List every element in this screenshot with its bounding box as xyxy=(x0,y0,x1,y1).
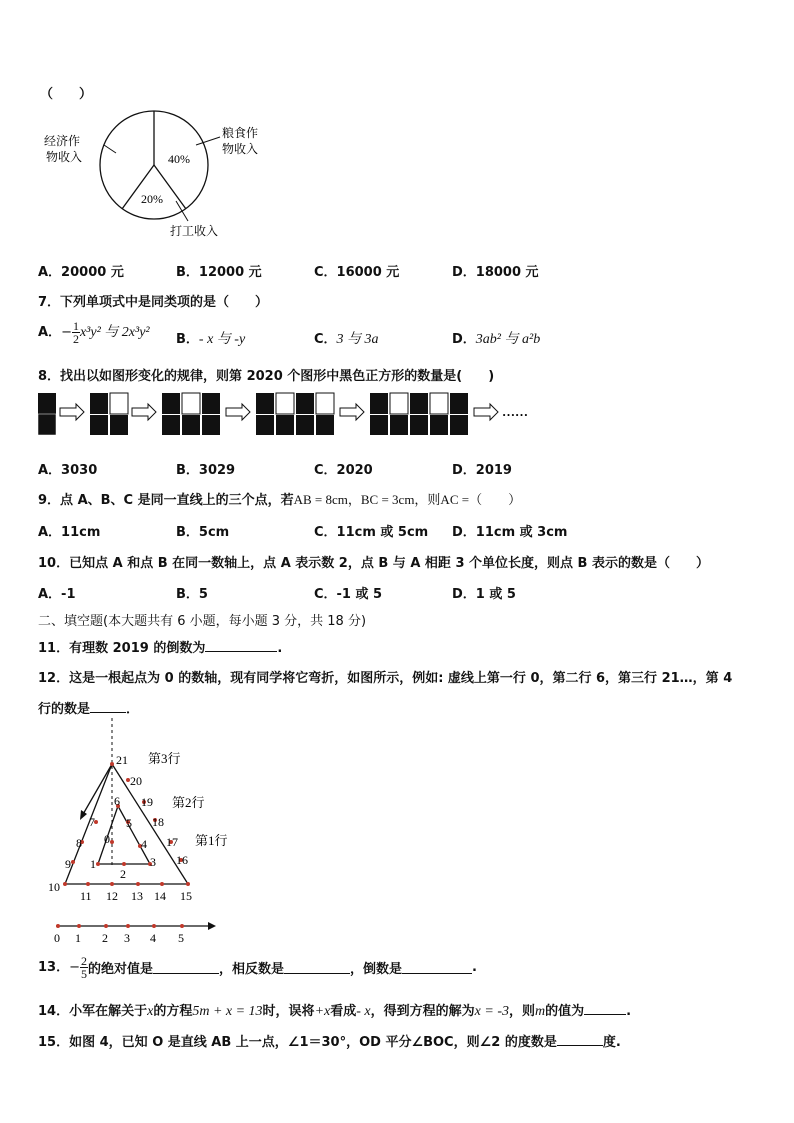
q8-stem: 8．找出以如图形变化的规律，则第 2020 个图形中黑色正方形的数量是( ) xyxy=(38,369,495,384)
q8-square xyxy=(256,393,274,414)
tri-num-15: 15 xyxy=(180,889,192,903)
q8-square xyxy=(370,393,388,414)
q14-answer-blank[interactable] xyxy=(584,1002,626,1015)
leader-grain xyxy=(196,137,220,145)
number-line-arrowhead-icon xyxy=(208,922,216,930)
tri-num-7: 7 xyxy=(89,815,95,829)
q10-option-b[interactable]: B．5 xyxy=(176,587,208,602)
q9-option-d[interactable]: D．11cm 或 3cm xyxy=(452,525,568,540)
q8-arrow-icon xyxy=(60,404,84,420)
q8-ellipsis: …… xyxy=(502,404,528,419)
q7-option-c[interactable]: C．3 与 3a xyxy=(314,332,379,347)
q6-option-b[interactable]: B．12000 元 xyxy=(176,265,262,280)
q8-option-b[interactable]: B．3029 xyxy=(176,463,236,478)
tri-num-2: 2 xyxy=(120,867,126,881)
q13-abs-blank[interactable] xyxy=(153,961,219,974)
q10-option-d[interactable]: D．1 或 5 xyxy=(452,587,516,602)
q6-option-c[interactable]: C．16000 元 xyxy=(314,265,400,280)
q10-stem: 10．已知点 A 和点 B 在同一数轴上，点 A 表示数 2，点 B 与 A 相距 3 个单位长度，则点 B 表示的数是（ ） xyxy=(38,556,709,571)
q8-square xyxy=(450,415,468,435)
tri-num-4: 4 xyxy=(141,837,147,851)
q8-arrow-icon xyxy=(340,404,364,420)
q10-option-c[interactable]: C．-1 或 5 xyxy=(314,587,383,602)
q13-fraction: $\frac{2}{5}$ xyxy=(81,954,87,981)
q6-option-a[interactable]: A．20000 元 xyxy=(38,265,124,280)
q13-opposite-blank[interactable] xyxy=(284,961,350,974)
q8-square xyxy=(370,415,388,435)
tri-num-1: 1 xyxy=(90,857,96,871)
pie-label-economic-1: 经济作 xyxy=(44,134,81,148)
axis-label-5: 5 xyxy=(178,931,184,945)
q8-square xyxy=(276,393,294,414)
q15-stem: 15．如图 4，已知 O 是直线 AB 上一点，∠1＝30°，OD 平分∠BOC，则∠2 的度数是 度. xyxy=(38,1035,621,1050)
q8-pattern-figure xyxy=(36,390,536,440)
q8-square xyxy=(90,393,108,414)
q14-stem: 14．小军在解关于x的方程5m + x = 13时，误将+x看成- x，得到方程的解为x = -3，则m的值为 . xyxy=(38,1004,632,1019)
q7-option-a[interactable]: A．− $\frac{1}{2}$ x³y² 与 2x³y² xyxy=(38,319,150,346)
q8-square xyxy=(202,415,220,435)
tri-num-17: 17 xyxy=(166,835,178,849)
tri-num-10: 10 xyxy=(48,880,60,894)
axis-label-4: 4 xyxy=(150,931,156,945)
q8-square xyxy=(38,414,56,435)
q8-square xyxy=(410,393,428,414)
tri-num-13: 13 xyxy=(131,889,143,903)
q6-option-d[interactable]: D．18000 元 xyxy=(452,265,539,280)
tri-num-0: 0 xyxy=(104,832,110,846)
q11-stem: 11．有理数 2019 的倒数为 . xyxy=(38,641,283,656)
tri-num-18: 18 xyxy=(152,815,164,829)
q8-square xyxy=(390,393,408,414)
pie-pct-work: 20% xyxy=(141,192,163,206)
axis-label-3: 3 xyxy=(124,931,130,945)
tri-num-19: 19 xyxy=(141,795,153,809)
pie-label-work: 打工收入 xyxy=(170,224,219,238)
tri-num-8: 8 xyxy=(76,836,82,850)
folded-number-line-figure xyxy=(40,716,280,946)
section-heading: 二、填空题(本大题共有 6 小题，每小题 3 分，共 18 分) xyxy=(38,614,367,629)
q12-line2: 行的数是 ． xyxy=(38,702,140,717)
tri-num-3: 3 xyxy=(150,855,156,869)
tri-num-6: 6 xyxy=(114,794,120,808)
axis-label-2: 2 xyxy=(102,931,108,945)
q8-option-d[interactable]: D．2019 xyxy=(452,463,512,478)
q8-square xyxy=(182,415,200,435)
inner-right-edge xyxy=(118,806,150,864)
q8-square xyxy=(450,393,468,414)
q9-option-a[interactable]: A．11cm xyxy=(38,525,101,540)
tri-num-5: 5 xyxy=(126,816,132,830)
q8-square xyxy=(162,393,180,414)
q7-a-fraction: $\frac{1}{2}$ xyxy=(72,319,79,346)
q7-a-label: A． xyxy=(38,325,62,340)
q7-option-d[interactable]: D．3ab² 与 a²b xyxy=(452,332,541,347)
q8-square xyxy=(410,415,428,435)
q8-square xyxy=(430,415,448,435)
q8-option-a[interactable]: A．3030 xyxy=(38,463,98,478)
tri-num-20: 20 xyxy=(130,774,142,788)
q8-square xyxy=(202,393,220,414)
pie-pct-grain: 40% xyxy=(168,152,190,166)
q8-square xyxy=(316,393,334,414)
q8-square xyxy=(276,415,294,435)
row-label-3: 第3行 xyxy=(148,751,181,766)
continuation-arrow xyxy=(82,764,112,816)
pie-label-grain-1: 粮食作 xyxy=(222,126,259,140)
leader-economic xyxy=(104,145,116,153)
answer-paren: （ ） xyxy=(40,87,93,102)
q15-answer-blank[interactable] xyxy=(557,1033,603,1046)
q12-line1: 12．这是一根起点为 0 的数轴，现有同学将它弯折，如图所示，例如: 虚线上第一行 0，第二行 6，第三行 21…，第 4 xyxy=(38,671,733,686)
tri-num-9: 9 xyxy=(65,857,71,871)
q8-square xyxy=(90,415,108,435)
axis-label-0: 0 xyxy=(54,931,60,945)
q9-option-c[interactable]: C．11cm 或 5cm xyxy=(314,525,429,540)
q9-option-b[interactable]: B．5cm xyxy=(176,525,230,540)
tri-num-21: 21 xyxy=(116,753,128,767)
q9-stem: 9．点 A、B、C 是同一直线上的三个点，若AB = 8cm，BC = 3cm，则AC =（ ） xyxy=(38,492,522,508)
q8-square xyxy=(38,393,56,414)
q13-stem: 13．− $\frac{2}{5}$ 的绝对值是 ，相反数是 ，倒数是 . xyxy=(38,954,477,981)
q8-square xyxy=(182,393,200,414)
q7-a-expr: x³y² 与 2x³y² xyxy=(79,325,150,340)
q8-square xyxy=(162,415,180,435)
q13-reciprocal-blank[interactable] xyxy=(402,961,472,974)
tri-num-14: 14 xyxy=(154,889,166,903)
q8-arrow-icon xyxy=(132,404,156,420)
arrowhead-icon xyxy=(80,810,87,820)
axis-label-1: 1 xyxy=(75,931,81,945)
q8-square xyxy=(430,393,448,414)
income-pie-chart xyxy=(40,105,300,245)
q12-answer-blank[interactable] xyxy=(90,700,126,713)
q11-answer-blank[interactable] xyxy=(205,639,277,652)
q8-square xyxy=(110,415,128,435)
q8-square xyxy=(256,415,274,435)
q8-option-c[interactable]: C．2020 xyxy=(314,463,373,478)
q8-square xyxy=(316,415,334,435)
q10-option-a[interactable]: A．-1 xyxy=(38,587,76,602)
tri-num-12: 12 xyxy=(106,889,118,903)
pie-label-grain-2: 物收入 xyxy=(222,142,259,156)
q8-square xyxy=(110,393,128,414)
tri-num-11: 11 xyxy=(80,889,92,903)
tri-num-16: 16 xyxy=(176,853,188,867)
q7-option-b[interactable]: B．- x 与 -y xyxy=(176,332,246,347)
q8-arrow-icon xyxy=(226,404,250,420)
q8-arrow-icon xyxy=(474,404,498,420)
q8-square xyxy=(296,393,314,414)
q7-stem: 7．下列单项式中是同类项的是（ ） xyxy=(38,295,269,310)
row-label-1: 第1行 xyxy=(195,833,228,848)
q8-square xyxy=(296,415,314,435)
q8-square xyxy=(390,415,408,435)
pie-label-economic-2: 物收入 xyxy=(46,150,83,164)
row-label-2: 第2行 xyxy=(172,795,205,810)
